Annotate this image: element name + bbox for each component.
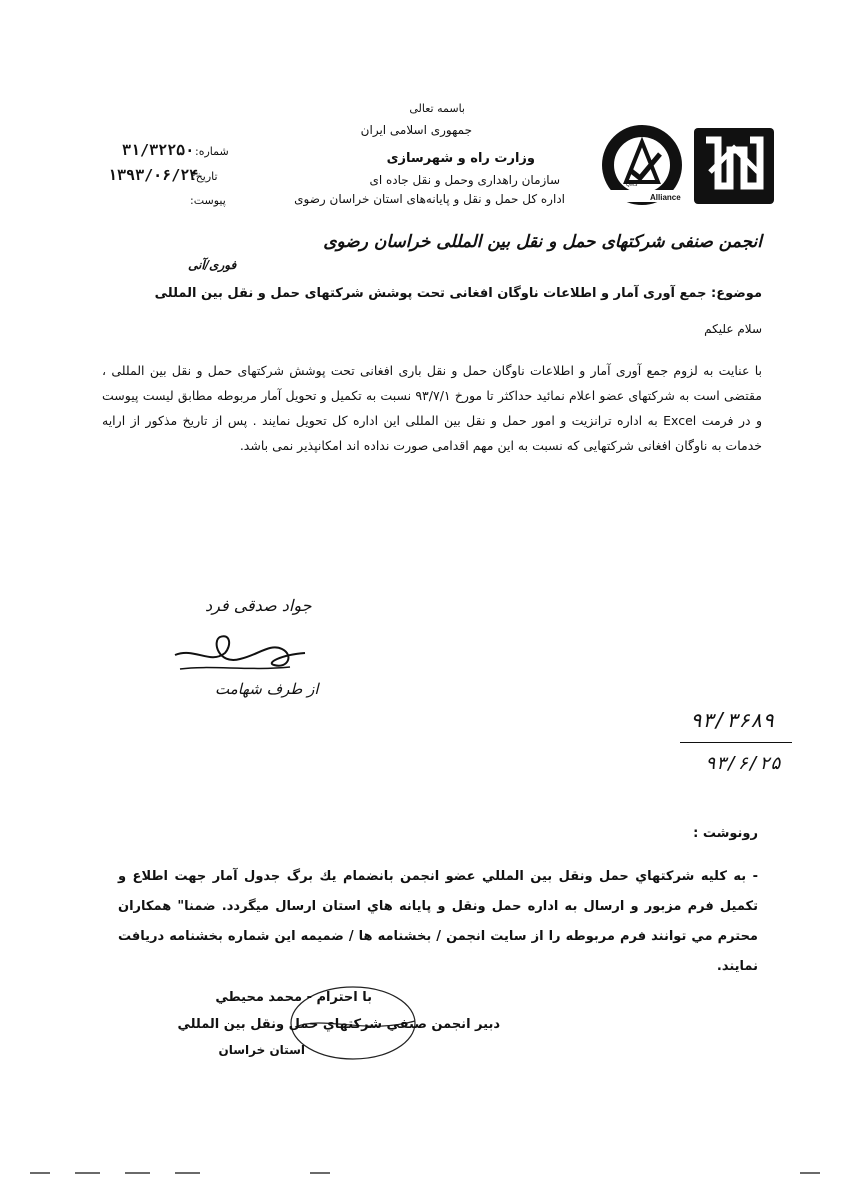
date-value: ۱۳۹۳/۰۶/۲۴ xyxy=(108,166,199,184)
subject-line: موضوع: جمع آوری آمار و اطلاعات ناوگان افغانی تحت پوشش شرکتهای حمل و نقل بین المللی xyxy=(154,286,762,301)
greeting: سلام علیکم xyxy=(704,322,762,336)
logo-alliance-text: Alliance xyxy=(650,193,681,202)
department-title: اداره کل حمل و نقل و پایانه‌های استان خراسان رضوی xyxy=(294,192,565,206)
handwritten-signature xyxy=(170,625,310,680)
closing-regards: با احترام - محمد محيطي xyxy=(215,990,372,1005)
cc-body: - به كليه شركتهاي حمل ونقل بين المللي عضو انجمن بانضمام يك برگ جدول آمار جهت اطلاع و تكميل فرم مزبور و ارسال به اداره حمل ونقل و پايانه هاي استان ارسال ميگردد. ضمنا" همكاران محترم مي توانند فرم مربوطه را از سايت انجمن / بخشنامه ها / ضميمه اين شماره بخشنامه دريافت نمايند. xyxy=(118,869,758,974)
registration-number: ۹۳/۳۶۸۹ xyxy=(690,708,775,732)
addressee: انجمن صنفی شرکتهای حمل و نقل بین المللی خراسان رضوی xyxy=(323,232,762,252)
logo-qms-text: QMS xyxy=(626,182,638,188)
number-value: ۳۱/۳۲۲۵۰ xyxy=(122,141,195,159)
number-label: شماره: xyxy=(195,145,229,158)
cc-title: رونوشت : xyxy=(693,826,758,841)
secretary-title: دبير انجمن صنفي شركتهاي حمل ونقل بين المللي xyxy=(177,1017,500,1032)
urgent-note: فوری/آنی xyxy=(188,258,237,272)
ministry-title: وزارت راه و شهرسازی xyxy=(386,151,535,166)
registration-divider xyxy=(680,742,792,743)
secretary-location: استان خراسان xyxy=(218,1043,305,1057)
signatory-name: جواد صدقی فرد xyxy=(205,596,312,615)
republic-title: جمهوری اسلامی ایران xyxy=(360,123,472,137)
registration-date: ۹۳/۶/۲۵ xyxy=(705,753,781,774)
letter-body: با عنایت به لزوم جمع آوری آمار و اطلاعات ناوگان حمل و نقل باری افغانی تحت پوشش شرکتهای حمل و نقل بین المللی ، مقتضی است به شرکتهای عضو اعلام نمائید حداکثر تا مورخ ۹۳/۷/۱ نسبت به تکمیل و تحویل آمار مربوطه مطابق لیست پیوست و در فرمت Excel به اداره ترانزیت و امور حمل و نقل بین المللی این اداره کل تحویل نمایند . پس از تاریخ مذکور از ارایه خدمات به ناوگان افغانی شرکتهایی که نسبت به این مهم اقدامی صورت نداده اند امکانپذیر نمی باشد. xyxy=(102,363,763,453)
organization-logo xyxy=(590,120,780,210)
footer-dashes xyxy=(30,1168,820,1178)
signatory-on-behalf: از طرف شهامت xyxy=(215,680,319,698)
date-label: تاریخ: xyxy=(192,170,218,183)
organization-title: سازمان راهداری وحمل و نقل جاده ای xyxy=(369,173,560,187)
attachment-label: پیوست: xyxy=(190,194,226,207)
basmala: باسمه تعالی xyxy=(409,102,465,115)
